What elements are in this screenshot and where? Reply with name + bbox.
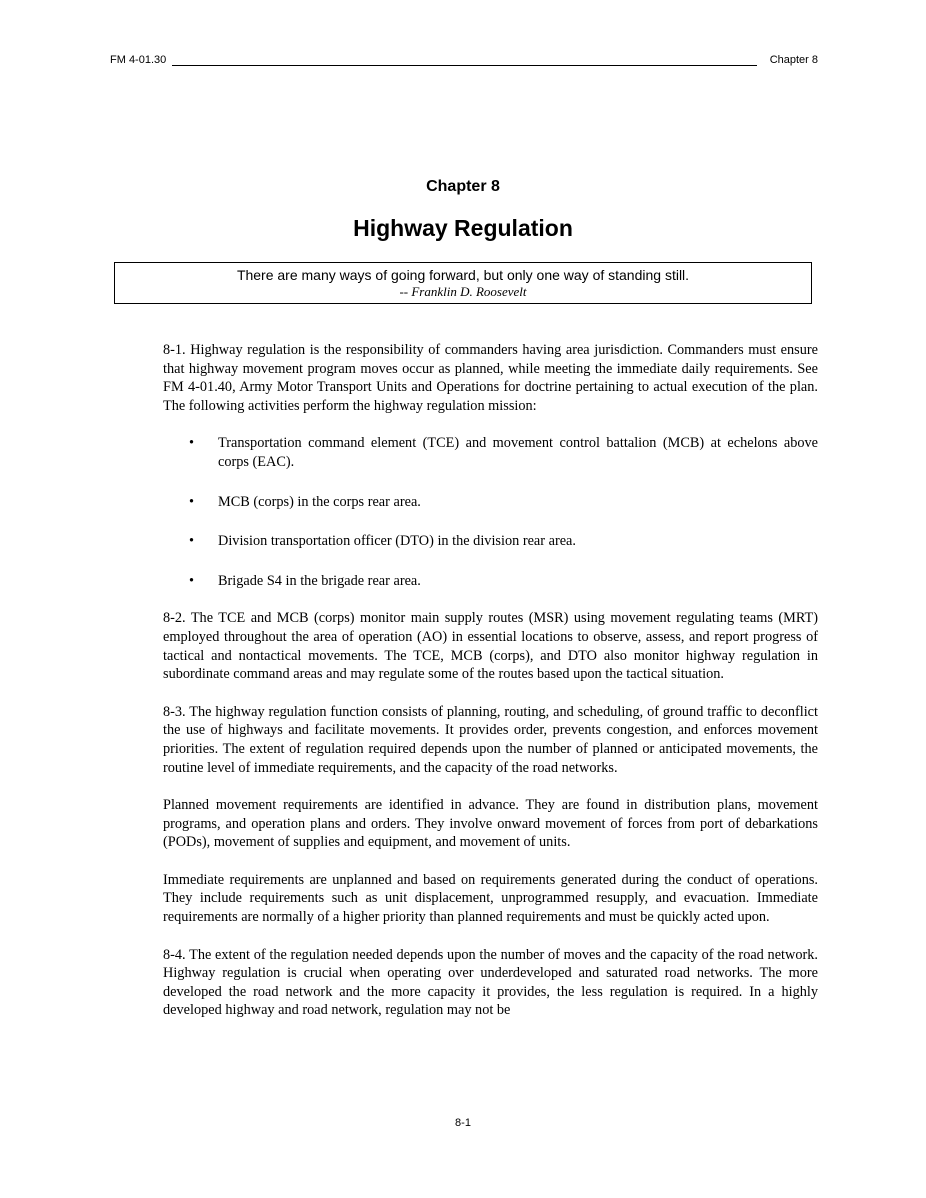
page-header	[110, 54, 818, 68]
list-item-text: MCB (corps) in the corps rear area.	[218, 493, 421, 510]
list-item	[163, 493, 818, 512]
header-manual-id: FM 4-01.30	[110, 54, 167, 66]
paragraph-immediate-requirements: Immediate requirements are unplanned and based on requirements generated during the conduct of operations. They include requirements such as unit displacement, unprogrammed resupply, and evacuation. Immediate requirements are normally of a higher priority than planned requirements and must be quickly acted upon.	[163, 871, 818, 926]
chapter-label: Chapter 8	[426, 178, 500, 195]
epigraph-author: -- Franklin D. Roosevelt	[399, 284, 527, 299]
paragraph-8-1: 8-1. Highway regulation is the responsibility of commanders having area jurisdiction. Commanders must ensure that highway movement program moves occur as planned, while meeting the immediate daily requirements. See FM 4-01.40, Army Motor Transport Units and Operations for doctrine pertaining to actual execution of the plan. The following activities perform the highway regulation mission:	[163, 342, 818, 414]
bullet-icon: •	[189, 435, 195, 452]
list-item-text: Brigade S4 in the brigade rear area.	[218, 572, 421, 589]
paragraph-8-3: 8-3. The highway regulation function consists of planning, routing, and scheduling, of ground traffic to deconflict the use of highways and facilitate movements. It provides order, prevents congestion, and enforces movement priorities. The extent of regulation required depends upon the number of planned or anticipated movements, the routine level of immediate requirements, and the capacity of the road networks.	[163, 703, 818, 776]
list-item-text: Transportation command element (TCE) and movement control battalion (MCB) at echelons above corps (EAC).	[218, 435, 818, 470]
bullet-icon: •	[189, 493, 195, 510]
chapter-title: Highway Regulation	[353, 215, 573, 241]
list-item	[163, 532, 818, 551]
paragraph-8-4: 8-4. The extent of the regulation needed depends upon the number of moves and the capacity of the road network. Highway regulation is crucial when operating over underdeveloped and saturated road networks. The more developed the road network and the more capacity it provides, the less regulation is required. In a highly developed highway and road network, regulation may not be	[163, 946, 818, 1019]
epigraph-box	[114, 262, 812, 304]
list-item	[163, 434, 818, 471]
body-text	[163, 341, 818, 1039]
epigraph-text: There are many ways of going forward, but only one way of standing still.	[236, 267, 690, 283]
list-item	[163, 572, 818, 591]
activities-list	[163, 434, 818, 590]
paragraph-planned-requirements: Planned movement requirements are identified in advance. They are found in distribution plans, movement programs, and operation plans and orders. They involve onward movement of forces from port of debarkations (PODs), movement of supplies and equipment, and movement of units.	[163, 797, 818, 851]
header-rule	[172, 65, 757, 66]
list-item-text: Division transportation officer (DTO) in the division rear area.	[218, 533, 576, 550]
paragraph-8-2: 8-2. The TCE and MCB (corps) monitor main supply routes (MSR) using movement regulating teams (MRT) employed throughout the area of operation (AO) in essential locations to observe, assess, and report progress of tactical and nontactical movements. The TCE, MCB (corps), and DTO also monitor highway regulation in subordinate command areas and may regulate some of the routes based upon the tactical situation.	[163, 610, 818, 683]
bullet-icon: •	[189, 572, 195, 589]
page-number: 8-1	[455, 1117, 471, 1129]
header-chapter: Chapter 8	[769, 54, 818, 66]
bullet-icon: •	[189, 533, 195, 550]
